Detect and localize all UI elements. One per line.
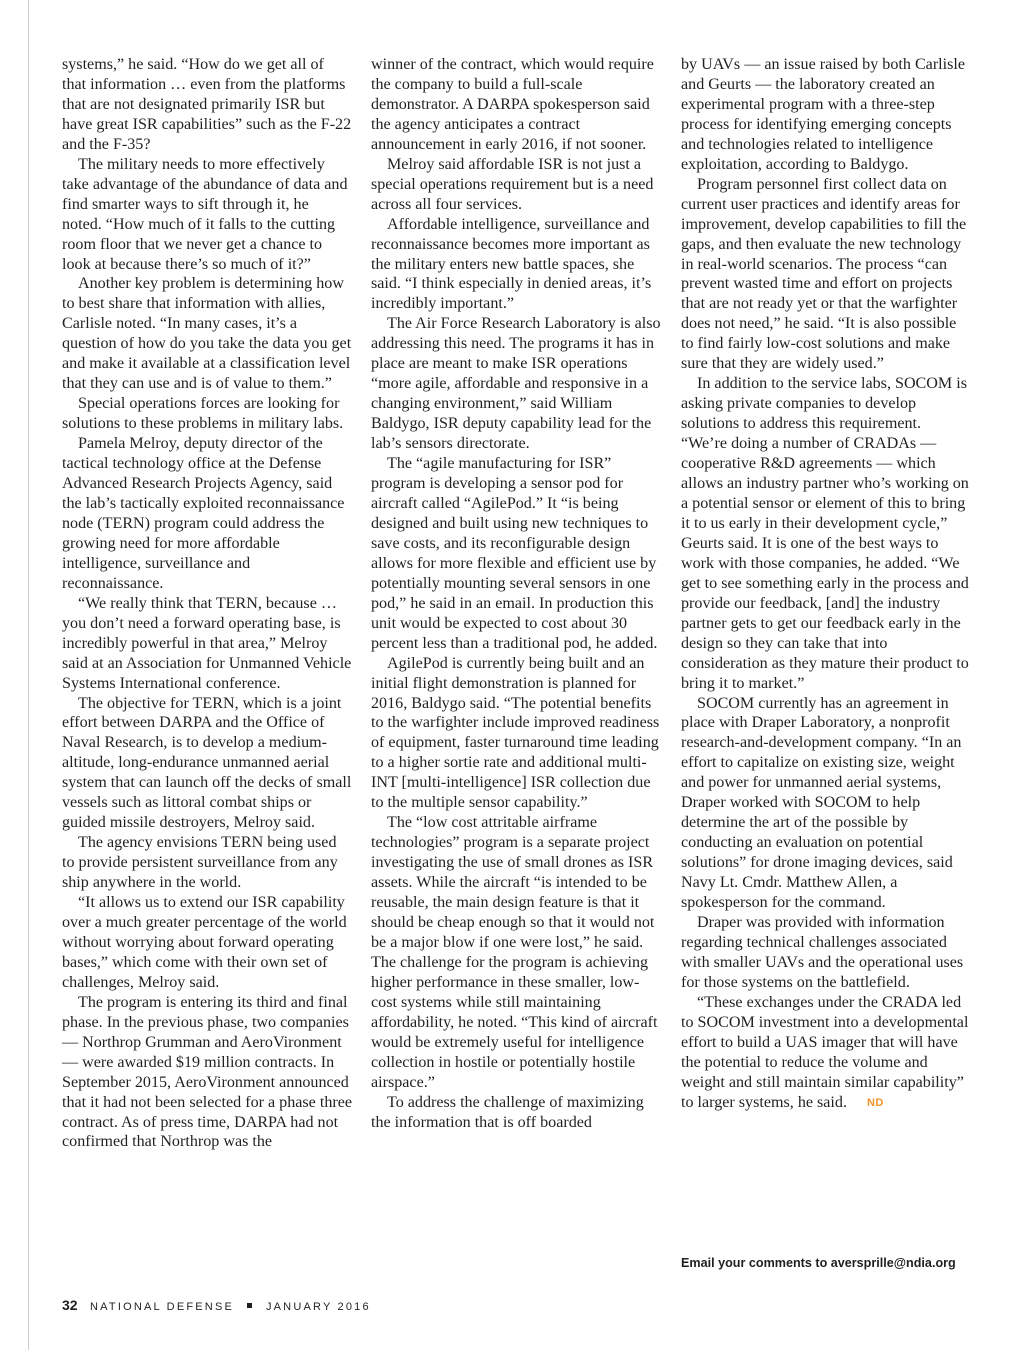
paragraph: The program is entering its third and final phase. In the previous phase, two companies — Northrop Grumman and AeroVironment — were awarded $19 million contracts. In September 2015, AeroVironment announced that it had not been selected for a phase three contract. As of press time, DARPA had not confirmed that Northrop was the (62, 993, 353, 1151)
page-footer (62, 1297, 371, 1315)
paragraph: To address the challenge of maximizing the information that is off boarded (371, 1093, 644, 1131)
paragraph: The military needs to more effectively take advantage of the abundance of data and find smarter ways to sift through it, he noted. “How much of it falls to the cutting room floor that we never get a chance to look at because there’s so much of it?” (62, 155, 348, 273)
paragraph: The “low cost attritable airframe technologies” program is a separate project investigating the use of small drones as ISR assets. While the aircraft “is intended to be reusable, the main design feature is that it should be cheap enough so that it would not be a major blow if one were lost,” he said. The challenge for the program is achieving higher performance in these smaller, low-cost systems while still maintaining affordability, he noted. “This kind of aircraft would be extremely useful for intelligence collection in hostile or potentially hostile airspace.” (371, 814, 658, 1091)
paragraph: systems,” he said. “How do we get all of that information … even from the platforms that are not designated primarily ISR but have great ISR capabilities” such as the F-22 and the F-35? (62, 56, 352, 153)
end-mark: ND (866, 1096, 884, 1109)
paragraph: by UAVs — an issue raised by both Carlisle and Geurts — the laboratory created an experimental program with a three-step process for identifying emerging concepts and technologies related to intelligence exploitation, according to Baldygo. (681, 56, 965, 173)
article-column-2 (371, 55, 661, 1132)
publication-name: NATIONAL DEFENSE (90, 1301, 235, 1313)
paragraph: The Air Force Research Laboratory is also addressing this need. The programs it has in place are meant to make ISR operations “more agile, affordable and responsive in a changing environment,” said William Baldygo, ISR deputy capability lead for the lab’s sensors directorate. (371, 315, 661, 453)
paragraph: SOCOM currently has an agreement in place with Draper Laboratory, a nonprofit research-and-development company. “In an effort to capitalize on existing size, weight and power for unmanned aerial systems, Draper worked with SOCOM to help determine the art of the possible by conducting an evaluation on potential solutions” for drone imaging devices, said Navy Lt. Cmdr. Matthew Allen, a spokesperson for the command. (681, 694, 962, 912)
paragraph: The “agile manufacturing for ISR” program is developing a sensor pod for aircraft called “AgilePod.” It “is being designed and built using new techniques to save costs, and its reconfigurable design allows for more flexible and efficient use by potentially mounting several sensors in one pod,” he said in an email. In production this unit would be expected to cost about 30 percent less than a traditional pod, he added. (371, 455, 658, 652)
page-number: 32 (62, 1297, 78, 1313)
paragraph: Draper was provided with information regarding technical challenges associated with smaller UAVs and the operational uses for those systems on the battlefield. (681, 913, 964, 991)
paragraph: Pamela Melroy, deputy director of the tactical technology office at the Defense Advanced Research Projects Agency, said the lab’s tactically exploited reconnaissance node (TERN) program could address the growing need for more affordable intelligence, surveillance and reconnaissance. (62, 435, 345, 592)
paragraph: Affordable intelligence, surveillance and reconnaissance becomes more important as the military enters new battle spaces, she said. “I think especially in denied areas, it’s incredibly important.” (371, 215, 652, 313)
paragraph: “We really think that TERN, because … you don’t need a forward operating base, is incredibly powerful in that area,” Melroy said at an Association for Unmanned Vehicle Systems International conference. (62, 594, 352, 692)
email-comments-line: Email your comments to aversprille@ndia.org (681, 1256, 956, 1270)
paragraph-text: “These exchanges under the CRADA led to SOCOM investment into a developmental effort to build a UAS imager that will have the potential to reduce the volume and weight and still maintain similar capability” to larger systems, he said. (681, 993, 969, 1111)
article-column-3 (681, 55, 971, 1114)
paragraph: winner of the contract, which would require the company to build a full-scale demonstrator. A DARPA spokesperson said the agency anticipates a contract announcement in early 2016, if not sooner. (371, 56, 654, 153)
last-paragraph (681, 993, 971, 1114)
paragraph: “It allows us to extend our ISR capability over a much greater percentage of the world without worrying about forward operating bases,” which come with their own set of challenges, Melroy said. (62, 894, 347, 991)
issue-date: JANUARY 2016 (265, 1301, 371, 1313)
paragraph: AgilePod is currently being built and an initial flight demonstration is planned for 2016, Baldygo said. “The potential benefits to the warfighter include improved readiness of equipment, faster turnaround time leading to a higher sortie rate and additional multi-INT [multi-intelligence] ISR collection due to the multiple sensor capability.” (371, 654, 660, 812)
paragraph: Special operations forces are looking for solutions to these problems in military labs. (62, 395, 344, 433)
page-edge-rule (28, 0, 29, 1350)
paragraph: Another key problem is determining how to best share that information with allies, Carlisle noted. “In many cases, it’s a question of how do you take the data you get and make it available at a classification level that they can use and is of value to them.” (62, 275, 352, 393)
paragraph: The agency envisions TERN being used to provide persistent surveillance from any ship anywhere in the world. (62, 834, 338, 892)
paragraph: Melroy said affordable ISR is not just a special operations requirement but is a need across all four services. (371, 155, 654, 213)
paragraph: The objective for TERN, which is a joint effort between DARPA and the Office of Naval Research, is to develop a medium-altitude, long-endurance unmanned aerial system that can launch off the decks of small vessels such as littoral combat ships or guided missile destroyers, Melroy said. (62, 694, 352, 832)
footer-separator (247, 1303, 252, 1308)
article-column-1 (62, 55, 352, 1152)
paragraph: In addition to the service labs, SOCOM is asking private companies to develop solutions to address this requirement. “We’re doing a number of CRADAs — cooperative R&D agreements — which allows an industry partner who’s working on a potential sensor or element of this to bring it to us early in their development cycle,” Geurts said. It is one of the best ways to work with those companies, he added. “We get to see something early in the process and provide our feedback, [and] the industry partner gets to get our feedback early in the design so they can take that into consideration as they mature their product to bring it to market.” (681, 375, 969, 692)
paragraph: Program personnel first collect data on current user practices and identify areas for improvement, develop capabilities to fill the gaps, and then evaluate the new technology in real-world scenarios. The process “can prevent wasted time and effort on projects that are not ready yet or that the warfighter does not need,” he said. “It is also possible to find fairly low-cost solutions and make sure that they are widely used.” (681, 175, 967, 373)
